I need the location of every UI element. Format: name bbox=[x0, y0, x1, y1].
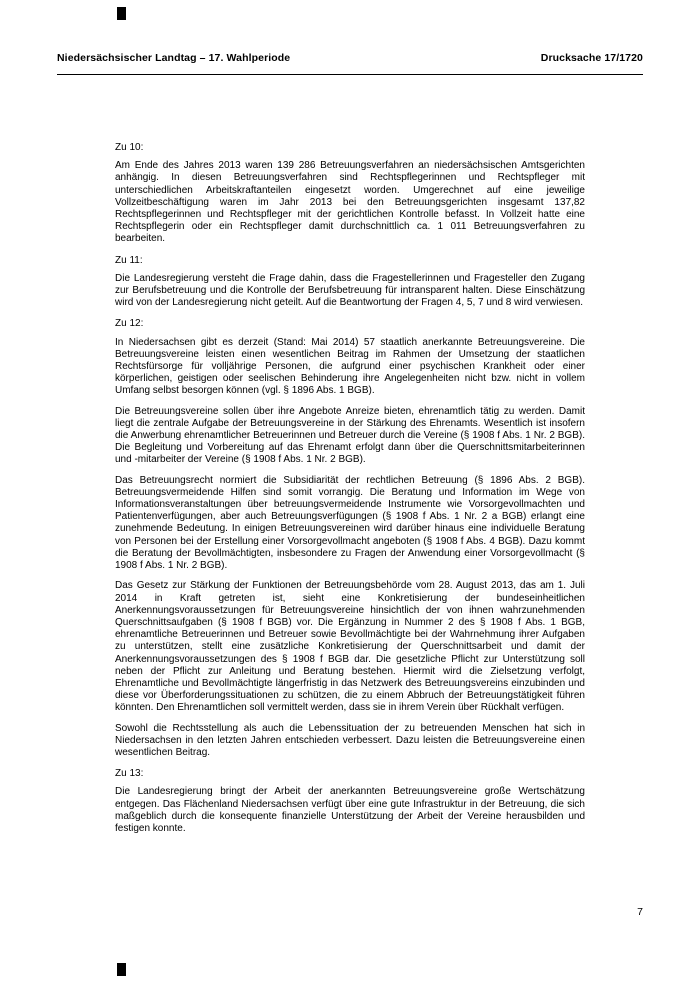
section-heading: Zu 13: bbox=[115, 768, 144, 780]
section-zu-13 bbox=[115, 768, 585, 835]
section-zu-12 bbox=[115, 318, 585, 759]
paragraph: Die Betreuungsvereine sollen über ihre Angebote Anreize bieten, ehrenamtlich tätig zu werden. Damit liegt die zentrale Aufgabe der Betreuungsvereine in der Stärkung des Ehrenamts. Wesentlich ist insofern die Anwerbung ehrenamtlicher Betreuerinnen und Betreuer durch die Vereine (§ 1908 f Abs. 1 Nr. 2 BGB). Die Begleitung und Vorbereitung auf das Ehrenamt erfolgt dann über die Querschnittsmitarbeiterinnen und -mitarbeiter der Vereine (§ 1908 f Abs. 1 Nr. 2 BGB). bbox=[115, 405, 585, 466]
registration-mark-bottom bbox=[117, 963, 126, 976]
page-number: 7 bbox=[637, 906, 643, 918]
paragraph: Die Landesregierung versteht die Frage dahin, dass die Fragestellerinnen und Fragesteller den Zugang zur Berufsbetreuung und die Kontrolle der Berufsbetreuung für intransparent halten. Diese Einschätzung wird von der Landesregierung nicht geteilt. Auf die Beantwortung der Fragen 4, 5, 7 und 8 wird verwiesen. bbox=[115, 272, 585, 309]
paragraph: In Niedersachsen gibt es derzeit (Stand: Mai 2014) 57 staatlich anerkannte Betreuungsvereine. Die Betreuungsvereine leisten einen wesentlichen Beitrag im Rahmen der Umsetzung der staatlichen Rechtsfürsorge für volljährige Personen, die aufgrund einer psychischen Krankheit oder einer körperlichen, geistigen oder seelischen Behinderung ihre Angelegenheiten nicht bzw. nicht in vollem Umfang selbst besorgen können (vgl. § 1896 Abs. 1 BGB). bbox=[115, 336, 585, 397]
paragraph: Am Ende des Jahres 2013 waren 139 286 Betreuungsverfahren an niedersächsischen Amtsgerichten anhängig. In diesen Betreuungsverfahren sind Rechtspflegerinnen und Rechtspfleger mit unterschiedlichen Arbeitskraftanteilen eingesetzt worden. Umgerechnet auf eine jeweilige Vollzeitbeschäftigung waren im Jahr 2013 bei den Betreuungsgerichten insgesamt 137,82 Rechtspflegerinnen und Rechtspfleger mit der gerichtlichen Kontrolle befasst. In Vollzeit hatte eine Rechtspflegerin oder ein Rechtspfleger damit durchschnittlich ca. 1 011 Betreuungsverfahren zu bearbeiten. bbox=[115, 160, 585, 245]
paragraph: Sowohl die Rechtsstellung als auch die Lebenssituation der zu betreuenden Menschen hat sich in Niedersachsen in den letzten Jahren entschieden verbessert. Dazu leisten die Betreuungsvereine einen wesentlichen Beitrag. bbox=[115, 722, 585, 758]
header-institution: Niedersächsischer Landtag – 17. Wahlperiode bbox=[57, 52, 291, 64]
section-zu-11 bbox=[115, 255, 585, 310]
header-divider bbox=[57, 74, 643, 75]
header-document-number: Drucksache 17/1720 bbox=[540, 52, 643, 64]
document-header bbox=[57, 52, 643, 64]
section-heading: Zu 11: bbox=[115, 254, 143, 266]
section-heading: Zu 12: bbox=[115, 318, 144, 330]
section-heading: Zu 10: bbox=[115, 142, 144, 153]
document-body bbox=[115, 142, 585, 835]
registration-mark-top bbox=[117, 7, 126, 20]
section-zu-10 bbox=[115, 142, 585, 246]
paragraph: Das Gesetz zur Stärkung der Funktionen der Betreuungsbehörde vom 28. August 2013, das am 1. Juli 2014 in Kraft getreten ist, sieht eine Konkretisierung der bundeseinheitlichen Anerkennungsvoraussetzungen für Betreuungsvereine hinsichtlich der von ihnen wahrzunehmenden Querschnittsaufgaben (§ 1908 f BGB) vor. Die Ergänzung in Nummer 2 des § 1908 f Abs. 1 BGB, ehrenamtliche Betreuerinnen und Betreuer sowie Bevollmächtigte bei der Wahrnehmung ihrer Aufgaben zu unterstützen, stellt eine zusätzliche Konkretisierung der Querschnittsarbeit und damit der Anerkennungsvoraussetzungen des § 1908 f BGB dar. Die gesetzliche Pflicht zur Unterstützung soll neben der Pflicht zur Anleitung und Beratung bestehen. Hiermit wird die Zielsetzung verfolgt, Ehrenamtliche und Bevollmächtigte längerfristig in das Netzwerk des Betreuungsvereins einzubinden und diese vor Überforderungssituationen zu schützen, die zu einem Abbruch der Betreuungstätigkeit führen könnten. Den Ehrenamtlichen soll vermittelt werden, dass sie in ihrem Verein über Rückhalt verfügen. bbox=[115, 580, 585, 714]
document-footer bbox=[637, 906, 643, 918]
paragraph: Die Landesregierung bringt der Arbeit der anerkannten Betreuungsvereine große Wertschätzung entgegen. Das Flächenland Niedersachsen verfügt über eine gute Infrastruktur in der Betreuung, die sich maßgeblich durch die konsequente finanzielle Unterstützung der Arbeit der Vereine herausbilden und festigen konnte. bbox=[115, 786, 585, 834]
paragraph: Das Betreuungsrecht normiert die Subsidiarität der rechtlichen Betreuung (§ 1896 Abs. 2 BGB). Betreuungsvermeidende Hilfen sind somit vorrangig. Die Beratung und Information im Wege von Informationsveranstaltungen über betreuungsvermeidende Instrumente wie Vorsorgevollmachten und Patientenverfügungen, aber auch Betreuungsverfügungen (§ 1908 f Abs. 1 Nr. 2 a BGB) erlangt eine zunehmende Bedeutung. In einigen Betreuungsvereinen wird darüber hinaus eine individuelle Beratung von Personen bei der Erstellung einer Vorsorgevollmacht angeboten (§ 1908 f Abs. 4 BGB). Dazu kommt die Beratung der Bevollmächtigten, insbesondere zu Fragen der Anwendung einer Vorsorgevollmacht (§ 1908 f Abs. 1 Nr. 2 BGB). bbox=[115, 474, 585, 572]
